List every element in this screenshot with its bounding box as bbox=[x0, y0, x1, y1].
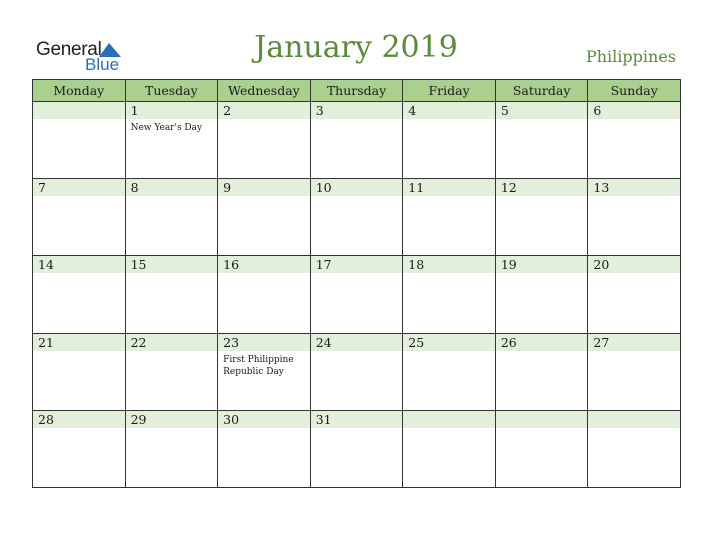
day-cell bbox=[403, 179, 496, 256]
day-number: 3 bbox=[315, 103, 324, 118]
date-strip bbox=[218, 179, 310, 196]
day-number: 30 bbox=[223, 411, 240, 427]
day-number: 13 bbox=[593, 180, 610, 196]
day-number: 9 bbox=[223, 180, 232, 196]
day-cell bbox=[588, 411, 681, 488]
day-number: 24 bbox=[315, 334, 332, 350]
day-cell bbox=[218, 411, 311, 488]
day-number: 29 bbox=[130, 411, 147, 427]
date-strip bbox=[126, 179, 218, 196]
day-cell bbox=[403, 102, 496, 179]
weekday-header: Tuesday bbox=[126, 80, 219, 102]
day-cell bbox=[588, 334, 681, 411]
day-number: 10 bbox=[315, 180, 332, 196]
day-number: 16 bbox=[223, 257, 240, 273]
day-number: 20 bbox=[593, 257, 610, 273]
day-number: 5 bbox=[500, 103, 509, 118]
date-strip bbox=[126, 102, 218, 119]
day-cell bbox=[311, 334, 404, 411]
weekday-header: Wednesday bbox=[218, 80, 311, 102]
day-number: 8 bbox=[130, 180, 139, 196]
day-cell bbox=[588, 102, 681, 179]
date-strip bbox=[33, 179, 125, 196]
day-number: 19 bbox=[500, 257, 517, 273]
day-cell bbox=[33, 179, 126, 256]
day-cell bbox=[496, 256, 589, 333]
holiday-label: First Philippine Republic Day bbox=[223, 354, 294, 377]
day-cell bbox=[126, 179, 219, 256]
day-number: 1 bbox=[130, 103, 139, 118]
day-cell bbox=[33, 411, 126, 488]
date-strip bbox=[496, 411, 588, 428]
day-cell bbox=[496, 179, 589, 256]
day-cell bbox=[403, 256, 496, 333]
day-number: 23 bbox=[223, 334, 240, 350]
day-number: 18 bbox=[408, 257, 425, 273]
day-number: 4 bbox=[408, 103, 417, 118]
day-number: 17 bbox=[315, 257, 332, 273]
day-number: 28 bbox=[38, 411, 54, 427]
day-cell bbox=[218, 179, 311, 256]
weekday-header: Monday bbox=[33, 80, 126, 102]
day-number: 27 bbox=[593, 334, 610, 350]
day-number: 21 bbox=[38, 334, 54, 350]
weekday-header: Friday bbox=[403, 80, 496, 102]
logo-general-text: General bbox=[36, 39, 102, 60]
day-cell bbox=[126, 102, 219, 179]
day-cell bbox=[311, 179, 404, 256]
day-cell bbox=[403, 411, 496, 488]
calendar-grid bbox=[32, 79, 681, 488]
day-cell bbox=[311, 411, 404, 488]
day-cell bbox=[496, 102, 589, 179]
day-number: 2 bbox=[223, 103, 232, 118]
day-cell bbox=[126, 256, 219, 333]
date-strip bbox=[588, 411, 680, 428]
day-cell bbox=[218, 102, 311, 179]
date-strip bbox=[218, 102, 310, 119]
date-strip bbox=[588, 102, 680, 119]
day-cell bbox=[218, 256, 311, 333]
day-cell bbox=[588, 179, 681, 256]
day-number: 12 bbox=[500, 180, 517, 196]
day-cell bbox=[496, 334, 589, 411]
day-cell bbox=[403, 334, 496, 411]
day-number: 6 bbox=[593, 103, 602, 118]
weekday-header: Thursday bbox=[311, 80, 404, 102]
day-number: 7 bbox=[38, 180, 46, 196]
date-strip bbox=[33, 102, 125, 119]
day-cell bbox=[588, 256, 681, 333]
day-number: 14 bbox=[38, 257, 54, 273]
date-strip bbox=[496, 102, 588, 119]
date-strip bbox=[311, 102, 403, 119]
weekday-header: Saturday bbox=[496, 80, 589, 102]
date-strip bbox=[403, 411, 495, 428]
page-title: January 2019 bbox=[254, 30, 458, 65]
day-number: 26 bbox=[500, 334, 517, 350]
date-strip bbox=[403, 102, 495, 119]
day-cell bbox=[33, 102, 126, 179]
day-cell bbox=[126, 411, 219, 488]
day-number: 22 bbox=[130, 334, 147, 350]
day-number: 25 bbox=[408, 334, 425, 350]
weekday-header: Sunday bbox=[588, 80, 681, 102]
day-cell bbox=[33, 334, 126, 411]
day-number: 11 bbox=[408, 180, 425, 196]
day-cell bbox=[33, 256, 126, 333]
country-label: Philippines bbox=[585, 47, 676, 66]
day-cell bbox=[311, 256, 404, 333]
day-number: 31 bbox=[315, 411, 332, 427]
day-cell bbox=[126, 334, 219, 411]
day-cell bbox=[496, 411, 589, 488]
day-cell bbox=[218, 334, 311, 411]
logo-blue-text: Blue bbox=[85, 55, 120, 74]
day-cell bbox=[311, 102, 404, 179]
holiday-label: New Year's Day bbox=[130, 123, 203, 133]
day-number: 15 bbox=[130, 257, 147, 273]
